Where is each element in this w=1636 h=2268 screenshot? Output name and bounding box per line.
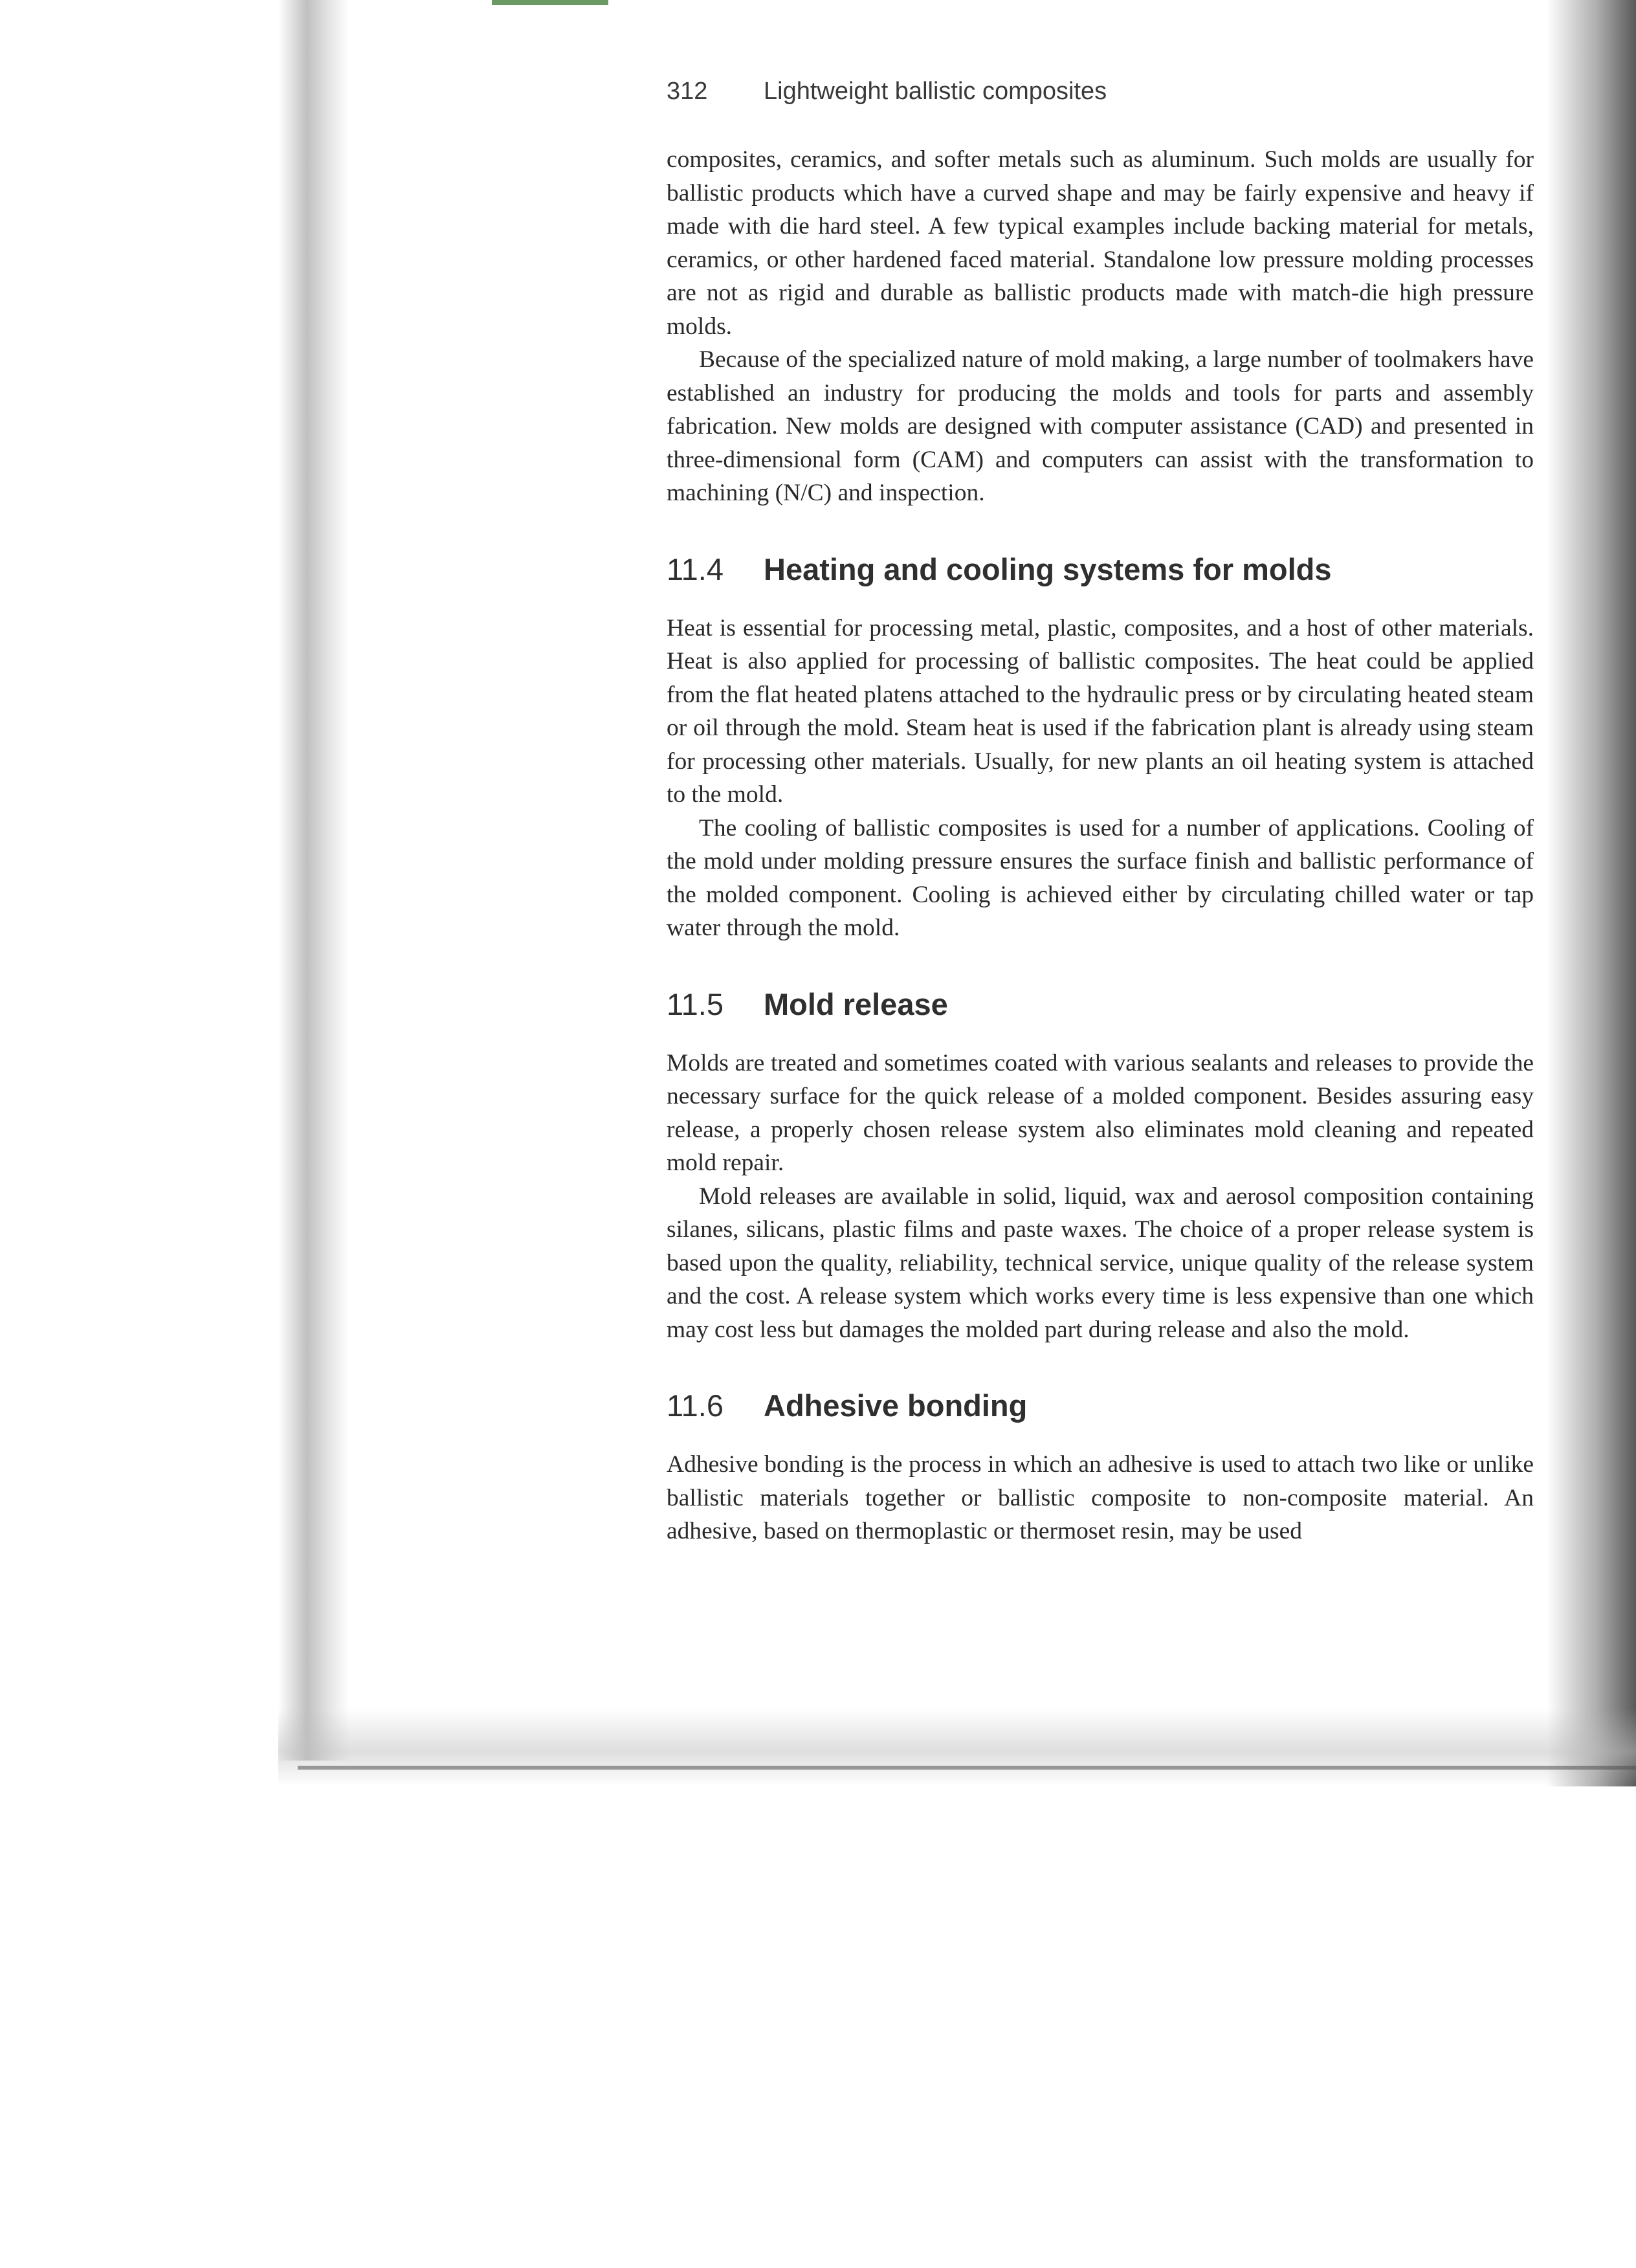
section-title: Heating and cooling systems for molds (764, 551, 1332, 586)
paragraph: The cooling of ballistic composites is used for a number of applications. Cooling of the mold under molding pressure ensures the surface finish and ballistic performance of the molded component. Cooling is achieved either by circulating chilled water or tap water through the mold. (667, 814, 1534, 941)
intro-text (667, 143, 1534, 510)
paragraph: Molds are treated and sometimes coated with various sealants and releases to provide the necessary surface for the quick release of a molded component. Besides assuring easy release, a properly chosen release system also eliminates mold cleaning and repeated mold repair. (667, 1049, 1534, 1176)
section-11-4 (667, 551, 1534, 945)
paragraph: Mold releases are available in solid, liquid, wax and aerosol composition containing silanes, silicans, plastic films and paste waxes. The choice of a proper release system is based upon the quality, reliability, technical service, unique quality of the release system and the cost. A release system which works every time is less expensive than one which may cost less but damages the molded part during release and also the mold. (667, 1183, 1534, 1343)
section-title: Adhesive bonding (764, 1388, 1028, 1423)
section-title: Mold release (764, 986, 948, 1021)
section-11-5 (667, 986, 1534, 1347)
section-heading (667, 986, 1534, 1022)
section-11-6 (667, 1388, 1534, 1548)
page-number: 312 (667, 78, 708, 105)
paragraph: composites, ceramics, and softer metals such as aluminum. Such molds are usually for ballistic products which have a curved shape and may be fairly expensive and heavy if made with die hard steel. A few typical examples include backing material for metals, ceramics, or other hardened faced material. Standalone low pressure molding processes are not as rigid and durable as ballistic products made with match-die high pressure molds. (667, 146, 1534, 340)
section-number: 11.5 (667, 986, 724, 1021)
section-number: 11.4 (667, 551, 724, 586)
running-title: Lightweight ballistic composites (764, 78, 1107, 105)
page-bottom-shadow (278, 1709, 1636, 1786)
section-heading (667, 1388, 1534, 1423)
section-heading (667, 551, 1534, 587)
paragraph: Adhesive bonding is the process in which an adhesive is used to attach two like or unlike ballistic materials together or ballistic composite to non-composite material. An adhesive, based on thermoplastic or thermoset resin, may be used (667, 1451, 1534, 1544)
page-gutter-shadow (278, 0, 349, 1761)
book-page (667, 78, 1534, 1548)
paragraph: Heat is essential for processing metal, plastic, composites, and a host of other materials. Heat is also applied for processing of ballistic composites. The heat could be applied from the flat heated platens attached to the hydraulic press or by circulating heated steam or oil through the mold. Steam heat is used if the fabrication plant is already using steam for processing other materials. Usually, for new plants an oil heating system is attached to the mold. (667, 614, 1534, 808)
running-header (667, 78, 1534, 106)
page-bottom-edge (298, 1766, 1636, 1770)
section-number: 11.6 (667, 1388, 724, 1423)
paragraph: Because of the specialized nature of mold making, a large number of toolmakers have established an industry for producing the molds and tools for parts and assembly fabrication. New molds are designed with computer assistance (CAD) and presented in three-dimensional form (CAM) and computers can assist with the transformation to machining (N/C) and inspection. (667, 346, 1534, 506)
scan-sticker-mark (492, 0, 608, 5)
page-edge-shadow (1547, 0, 1636, 1786)
